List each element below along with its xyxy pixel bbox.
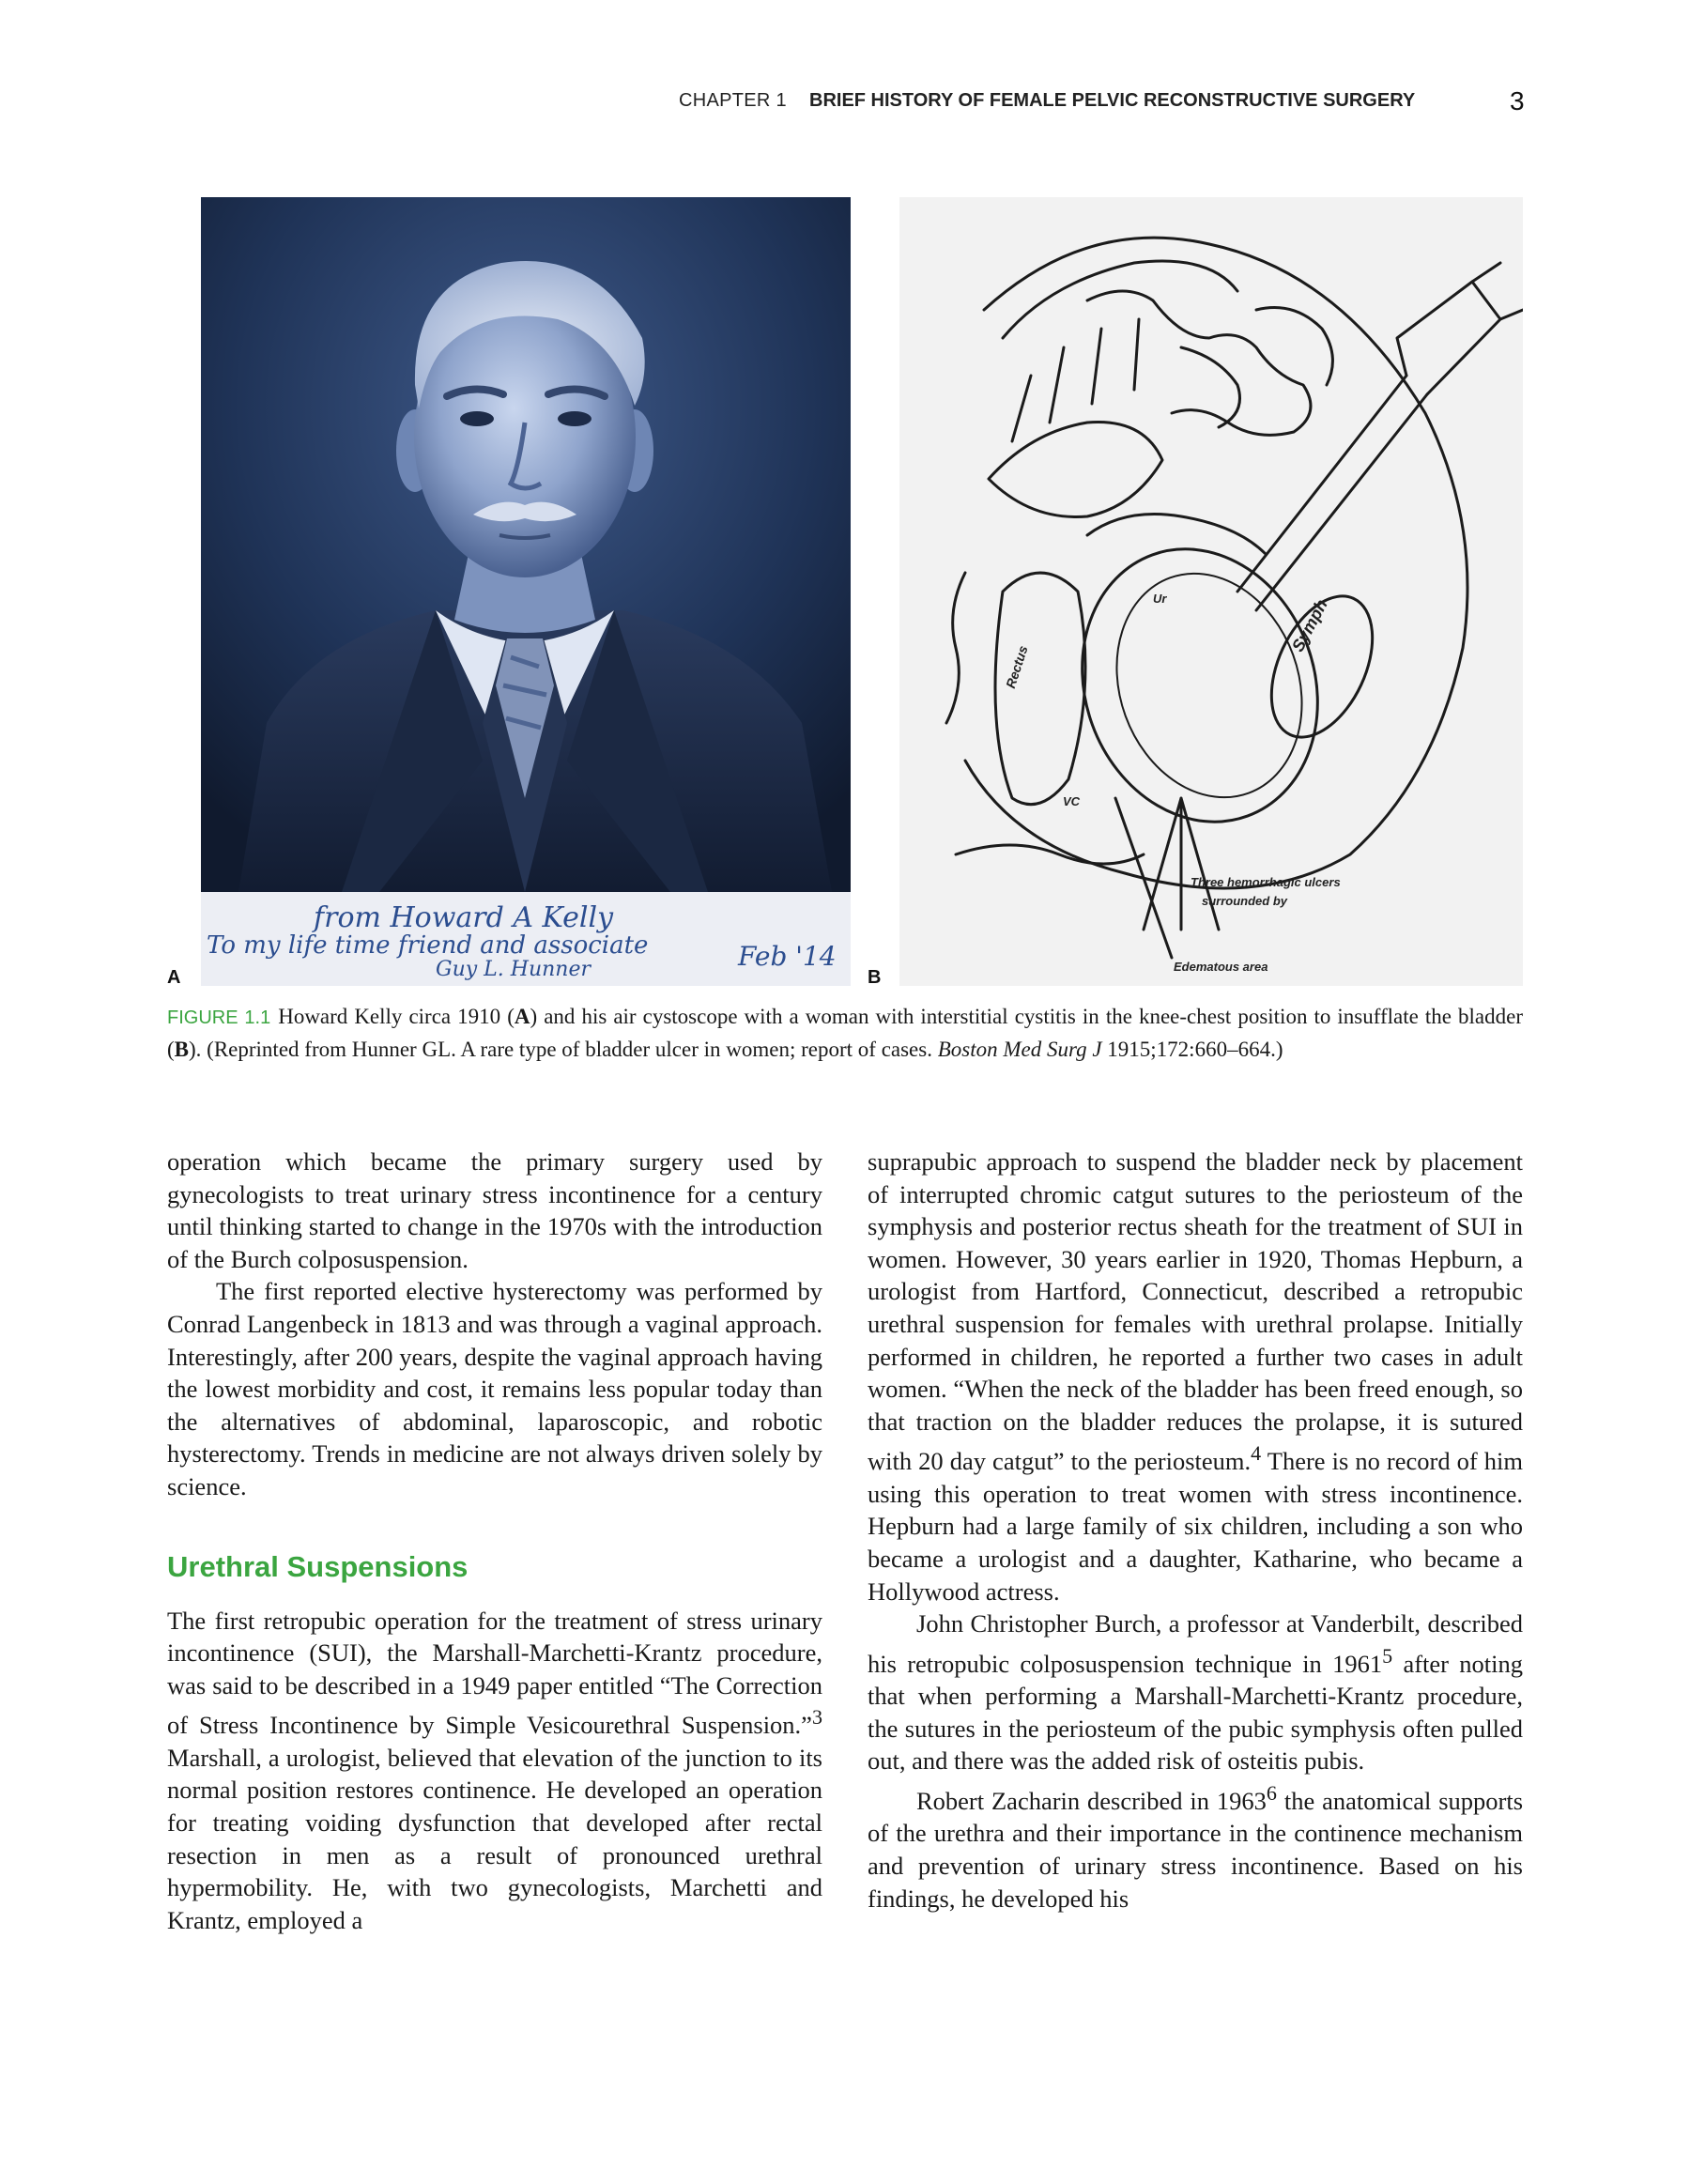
right-text-column (868, 1146, 1523, 1915)
signature-strip (201, 892, 851, 986)
drawing-label-edematous-area: Edematous area (1174, 960, 1268, 974)
caption-text-2: ) and his air cystoscope with a woman with interstitial cystitis in the knee-chest position to insufflate the bladder ( (167, 1005, 1523, 1061)
left-paragraph-3 (167, 1605, 822, 1937)
figure-panel-b-cystoscope-drawing (899, 197, 1523, 986)
signature-date: Feb '14 (738, 941, 837, 972)
reference-4: 4 (1251, 1441, 1262, 1466)
caption-journal: Boston Med Surg J (937, 1038, 1102, 1061)
right-paragraph-1-text-b: There is no record of him using this operation to treat women with stress incontinence. Hepburn had a large family of six children, including a son who became a urologist and a daughter, Katharine, who became a Hollywood actress. (868, 1447, 1523, 1606)
page-number: 3 (1510, 86, 1525, 115)
left-paragraph-3-text-b: Marshall, a urologist, believed that elevation of the junction to its normal position restores continence. He developed an operation for treating voiding dysfunction that developed after rectal resection in men as a result of pronounced urethral hypermobility. He, with two gynecologists, Marchetti and Krantz, employed a (167, 1743, 822, 1934)
caption-text-3: ). (Reprinted from Hunner GL. A rare type of bladder ulcer in women; report of cases. (189, 1038, 938, 1061)
drawing-label-rectus: Rectus (1003, 643, 1031, 690)
figure-caption (167, 1001, 1523, 1065)
anatomical-drawing (899, 197, 1523, 986)
figure-panel-a-portrait-photo (201, 197, 851, 986)
signature-line-3: Guy L. Hunner (436, 958, 591, 981)
right-paragraph-1-text-a: suprapubic approach to suspend the bladder neck by placement of interrupted chromic catgut sutures to the periosteum of the symphysis and posterior rectus sheath for the treatment of SUI in women. However, 30 years earlier in 1920, Thomas Hepburn, a urologist from Hartford, Connecticut, described a retropubic urethral suspension for females with urethral prolapse. Initially performed in children, he reported a further two cases in adult women. “When the neck of the bladder has been freed enough, so that traction on the bladder reduces the prolapse, it is sutured with 20 day catgut” to the periosteum. (868, 1147, 1523, 1476)
signature-line-1: from Howard A Kelly (314, 901, 614, 934)
drawing-label-vc: VC (1063, 794, 1081, 808)
running-head-title: BRIEF HISTORY OF FEMALE PELVIC RECONSTRUCTIVE SURGERY (809, 90, 1416, 111)
section-heading-urethral-suspensions: Urethral Suspensions (167, 1549, 469, 1583)
right-paragraph-2-text-a: John Christopher Burch, a professor at Vanderbilt, described his retropubic colposuspension technique in 1961 (868, 1609, 1523, 1678)
left-paragraph-1: operation which became the primary surgery used by gynecologists to treat urinary stress incontinence for a century until thinking started to change in the 1970s with the introduction of the Burch colposuspension. (167, 1147, 822, 1273)
right-paragraph-2 (868, 1607, 1523, 1777)
left-paragraph-3-text-a: The first retropubic operation for the treatment of stress urinary incontinence (SUI), the Marshall-Marchetti-Krantz procedure, was said to be described in a 1949 paper entitled “The Correction of Stress Incontinence by Simple Vesicourethral Suspension.” (167, 1606, 822, 1740)
left-paragraph-2: The first reported elective hysterectomy was performed by Conrad Langenbeck in 1813 and was through a vaginal approach. Interestingly, after 200 years, despite the vaginal approach having the lowest morbidity and cost, it remains less popular today than the alternatives of abdominal, laparoscopic, and robotic hysterectomy. Trends in medicine are not always driven solely by science. (167, 1277, 822, 1500)
right-paragraph-1 (868, 1146, 1523, 1607)
portrait-illustration (201, 197, 851, 892)
drawing-label-ulcers: Three hemorrhagic ulcers (1191, 875, 1341, 889)
caption-ref-a: A (514, 1005, 530, 1028)
running-head (0, 86, 1690, 118)
signature-line-2: To my life time friend and associate (207, 931, 649, 960)
reference-3: 3 (811, 1705, 822, 1730)
caption-text-1: Howard Kelly circa 1910 ( (278, 1005, 515, 1028)
caption-text-4: 1915;172:660–664.) (1101, 1038, 1283, 1061)
running-head-chapter: CHAPTER 1 (679, 90, 787, 111)
figure-label: FIGURE 1.1 (167, 1007, 271, 1028)
right-paragraph-2-text-b: after noting that when performing a Marshall-Marchetti-Krantz procedure, the sutures in the periosteum of the pubic symphysis often pulled out, and there was the added risk of osteitis pubis. (868, 1649, 1524, 1776)
drawing-label-surrounded: surrounded by (1202, 894, 1288, 908)
reference-5: 5 (1382, 1643, 1393, 1668)
drawing-label-ur: Ur (1153, 592, 1167, 606)
caption-ref-b: B (174, 1038, 190, 1061)
right-paragraph-3-text-b: the anatomical supports of the urethra and their importance in the continence mechanism and prevention of urinary stress incontinence. Based on his findings, he developed his (868, 1786, 1524, 1913)
reference-6: 6 (1266, 1780, 1277, 1805)
right-paragraph-3 (868, 1777, 1523, 1915)
panel-label-b: B (868, 967, 882, 988)
drawing-label-symph: Symph (1288, 596, 1331, 655)
left-text-column (167, 1146, 822, 1936)
panel-label-a: A (167, 967, 181, 988)
right-paragraph-3-text-a: Robert Zacharin described in 1963 (916, 1786, 1267, 1815)
